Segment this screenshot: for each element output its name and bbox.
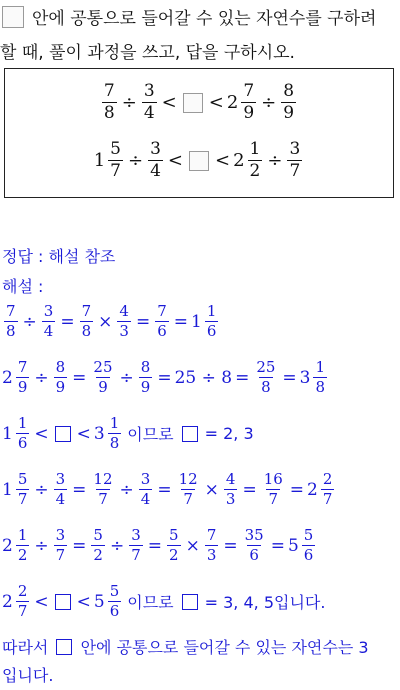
less-than: < xyxy=(161,92,177,113)
solution-step-1: $\frac{7}{8}$ ÷ $\frac{3}{4}$ = $\frac{7}{8}$ × $\frac{4}{3}$ = $\frac{7}{6}$ = 1 $\frac{1}{6}$ xyxy=(6,302,217,340)
less-than: < xyxy=(215,150,231,171)
blank-box xyxy=(182,426,198,442)
divide-sign: ÷ xyxy=(261,92,277,113)
divide-sign: ÷ xyxy=(267,150,283,171)
fraction: $\frac{7}{8}$ xyxy=(81,302,92,340)
blank-box xyxy=(56,639,72,655)
fraction: $\frac{12}{7}$ xyxy=(93,470,113,508)
korean-connector: 이므로 xyxy=(127,425,174,444)
blank-box xyxy=(55,594,71,610)
division-expression: 25 ÷ 8 xyxy=(174,367,233,388)
fraction: $\frac{8}{9}$ xyxy=(55,358,66,396)
solution-step-3: 1 $\frac{5}{7}$ ÷ $\frac{3}{4}$ = $\frac{12}{7}$ ÷ $\frac{3}{4}$ = $\frac{12}{7}$ × $\frac{4}{3}$ = $\frac{16}{7}$ = 2 $\frac{2}{7}$ xyxy=(2,470,333,508)
solution-inequality-2: 2 $\frac{2}{7}$ < < 5 $\frac{5}{6}$ 이므로 = 3, 4, 5입니다. xyxy=(2,582,326,620)
fraction: $\frac{7}{9}$ xyxy=(243,81,255,123)
fraction: $\frac{5}{2}$ xyxy=(93,526,103,564)
blank-box xyxy=(189,151,209,171)
solution-label: 해설 : xyxy=(2,277,44,296)
whole-number: 2 xyxy=(233,150,245,171)
fraction: $\frac{7}{8}$ xyxy=(6,302,16,340)
fraction: $\frac{1}{8}$ xyxy=(109,414,120,452)
question-text-1: 안에 공통으로 들어갈 수 있는 자연수를 구하려 xyxy=(32,9,377,29)
inequality-1 xyxy=(5,83,393,122)
fraction: $\frac{1}{2}$ xyxy=(17,526,28,564)
fraction: $\frac{3}{7}$ xyxy=(289,139,301,181)
fraction: $\frac{16}{7}$ xyxy=(263,470,283,508)
conclusion xyxy=(2,634,398,690)
fraction: $\frac{25}{8}$ xyxy=(256,358,276,396)
question-line-1 xyxy=(0,4,376,29)
fraction: $\frac{3}{4}$ xyxy=(55,470,66,508)
fraction: $\frac{7}{3}$ xyxy=(206,526,217,564)
fraction: $\frac{2}{7}$ xyxy=(322,470,333,508)
fraction: $\frac{1}{6}$ xyxy=(17,414,28,452)
blank-box xyxy=(183,93,203,113)
blank-box xyxy=(182,594,198,610)
answer-label: 정답 : 해설 참조 xyxy=(2,247,116,266)
fraction: $\frac{5}{6}$ xyxy=(303,526,314,564)
fraction: $\frac{1}{6}$ xyxy=(206,302,217,340)
fraction: $\frac{5}{6}$ xyxy=(109,582,120,620)
korean-connector: 이므로 xyxy=(127,593,174,612)
fraction: $\frac{3}{7}$ xyxy=(55,526,66,564)
blank-box xyxy=(55,426,71,442)
whole-number: 1 xyxy=(93,150,106,171)
fraction: $\frac{3}{4}$ xyxy=(143,81,155,123)
fraction: $\frac{5}{7}$ xyxy=(110,139,121,181)
fraction: $\frac{3}{4}$ xyxy=(150,139,161,181)
fraction: $\frac{7}{9}$ xyxy=(17,358,28,396)
result-text: = 3, 4, 5입니다. xyxy=(204,593,326,612)
fraction: $\frac{12}{7}$ xyxy=(178,470,198,508)
conclusion-line-1: 따라서 안에 공통으로 들어갈 수 있는 자연수는 3 xyxy=(2,638,369,657)
fraction: $\frac{8}{9}$ xyxy=(283,81,295,123)
whole-number: 2 xyxy=(226,92,239,113)
fraction: $\frac{3}{4}$ xyxy=(140,470,151,508)
fraction: $\frac{3}{7}$ xyxy=(131,526,141,564)
question-line-2: 할 때, 풀이 과정을 쓰고, 답을 구하시오. xyxy=(0,43,295,63)
inequality-2 xyxy=(5,141,393,180)
fraction: $\frac{1}{2}$ xyxy=(249,139,261,181)
fraction: $\frac{25}{9}$ xyxy=(93,358,113,396)
fraction: $\frac{5}{2}$ xyxy=(169,526,179,564)
problem-box xyxy=(4,68,394,198)
solution-step-2: 2 $\frac{7}{9}$ ÷ $\frac{8}{9}$ = $\frac{25}{9}$ ÷ $\frac{8}{9}$ = 25 ÷ 8 = $\frac{25}{8}$ = 3 $\frac{1}{8}$ xyxy=(2,358,326,396)
divide-sign: ÷ xyxy=(127,150,144,171)
fraction: $\frac{8}{9}$ xyxy=(140,358,151,396)
solution-inequality-1: 1 $\frac{1}{6}$ < < 3 $\frac{1}{8}$ 이므로 = 2, 3 xyxy=(2,414,254,452)
less-than: < xyxy=(167,150,183,171)
fraction: $\frac{4}{3}$ xyxy=(225,470,236,508)
result-text: = 2, 3 xyxy=(204,424,254,443)
fraction: $\frac{7}{8}$ xyxy=(103,81,115,123)
fraction: $\frac{3}{4}$ xyxy=(43,302,54,340)
solution-step-4: 2 $\frac{1}{2}$ ÷ $\frac{3}{7}$ = $\frac{5}{2}$ ÷ $\frac{3}{7}$ = $\frac{5}{2}$ × $\frac{7}{3}$ = $\frac{35}{6}$ = 5 $\frac{5}{6}$ xyxy=(2,526,314,564)
conclusion-line-2: 입니다. xyxy=(2,666,54,685)
less-than: < xyxy=(208,92,224,113)
fraction: $\frac{7}{6}$ xyxy=(157,302,167,340)
fraction: $\frac{2}{7}$ xyxy=(17,582,28,620)
fraction: $\frac{5}{7}$ xyxy=(17,470,28,508)
divide-sign: ÷ xyxy=(121,92,137,113)
fraction: $\frac{4}{3}$ xyxy=(119,302,129,340)
fraction: $\frac{1}{8}$ xyxy=(315,358,326,396)
blank-box xyxy=(2,6,24,28)
fraction: $\frac{35}{6}$ xyxy=(244,526,264,564)
